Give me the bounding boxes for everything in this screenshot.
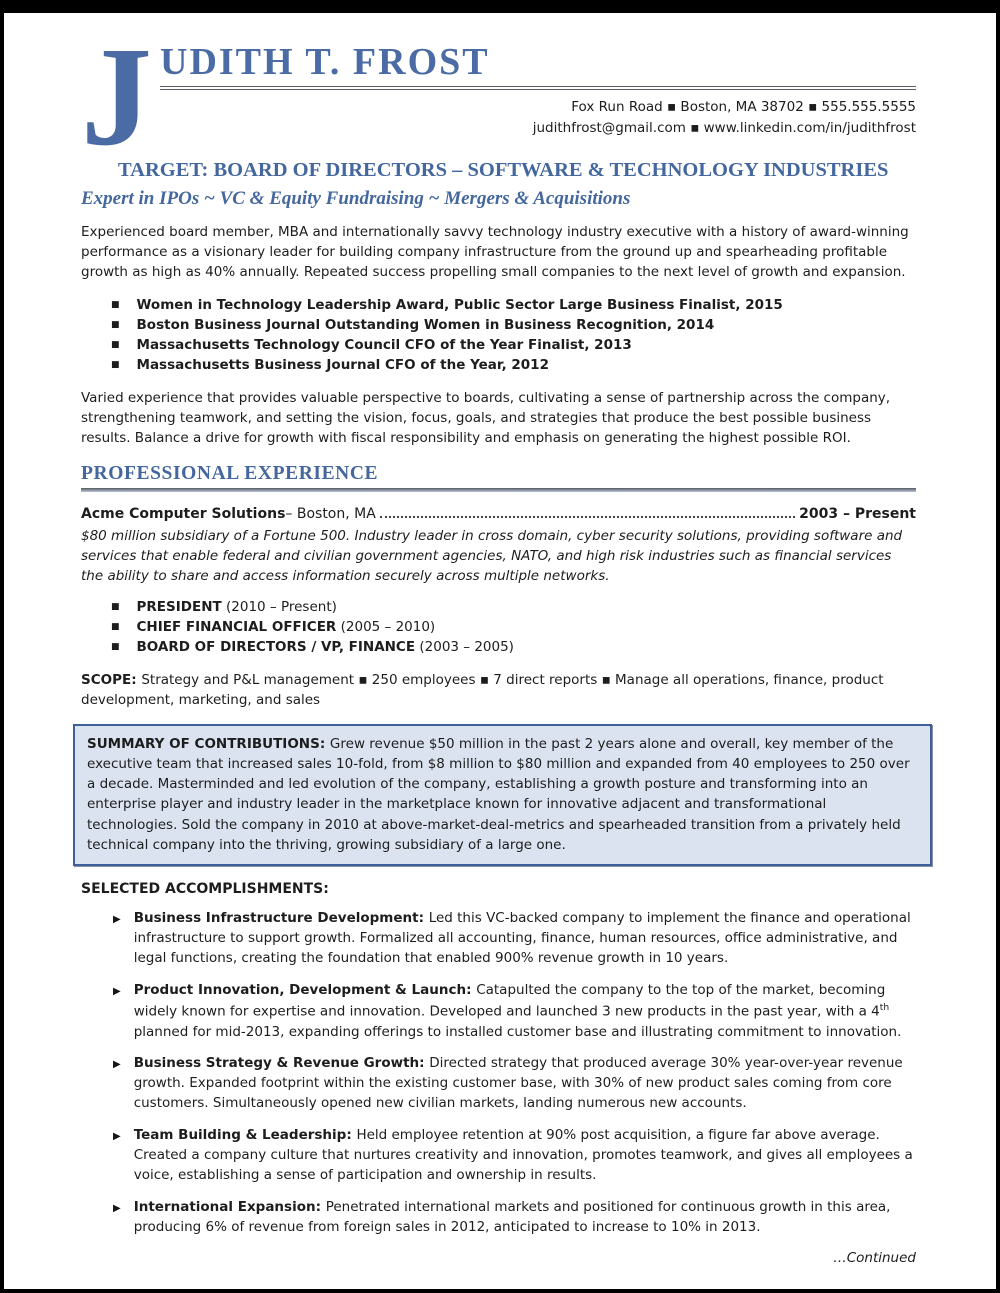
- square-bullet-icon: ■: [111, 300, 120, 311]
- company-name: Acme Computer Solutions: [81, 505, 286, 522]
- accomplishment-title: Product Innovation, Development & Launch:: [133, 982, 477, 999]
- name-dropcap: J: [81, 17, 152, 175]
- position-dates: (2010 – Present): [221, 598, 337, 615]
- company-description: $80 million subsidiary of a Fortune 500. Industry leader in cross domain, cyber security solutions, providing software and services that enable federal and civilian government agencies, NATO, and high risk industries such as financial services the ability to share and access information securely across multiple networks.: [81, 527, 903, 584]
- section-divider: [81, 488, 916, 492]
- scope-text: Strategy and P&L management ▪ 250 employees ▪ 7 direct reports ▪ Manage all operations, finance, product development, marketing, and sales: [81, 671, 884, 708]
- square-bullet-icon: ■: [111, 340, 120, 351]
- arrow-bullet-icon: ▶: [113, 1131, 121, 1143]
- accomplishment-text: [134, 909, 916, 969]
- accomplishment-title: Business Infrastructure Development:: [133, 910, 429, 927]
- page-top-border: [4, 0, 996, 13]
- accomplishment-text: [134, 981, 916, 1042]
- accomplishment-item: [113, 981, 916, 1042]
- accomplishment-body: Penetrated international markets and positioned for continuous growth in this area, producing 6% of revenue from foreign sales in 2012, anticipated to increase to 10% in 2013.: [133, 1199, 891, 1236]
- award-item: [111, 356, 916, 376]
- arrow-bullet-icon: ▶: [113, 1203, 121, 1215]
- award-text: Boston Business Journal Outstanding Women in Business Recognition, 2014: [136, 317, 715, 334]
- accomplishments-list: [113, 909, 916, 1238]
- accomplishment-body: planned for mid-2013, expanding offerings to installed customer base and illustrating commitment to innovation.: [133, 1023, 902, 1040]
- dotted-leader: [380, 516, 795, 518]
- accomplishment-title: Team Building & Leadership:: [133, 1127, 357, 1144]
- name-right-column: [160, 41, 916, 139]
- arrow-bullet-icon: ▶: [113, 1059, 121, 1071]
- accomplishment-item: [113, 1198, 916, 1238]
- page-content: [4, 13, 996, 1266]
- position-item: [111, 618, 916, 638]
- target-heading: TARGET: BOARD OF DIRECTORS – SOFTWARE & TECHNOLOGY INDUSTRIES: [118, 159, 889, 182]
- positions-list: [111, 598, 916, 658]
- expertise-line: Expert in IPOs ~ VC & Equity Fundraising ~ Mergers & Acquisitions: [81, 188, 631, 210]
- ordinal-superscript: th: [879, 1002, 890, 1014]
- company-row: [81, 506, 916, 522]
- position-dates: (2005 – 2010): [336, 618, 436, 635]
- award-item: [111, 296, 916, 316]
- position-dates: (2003 – 2005): [415, 638, 514, 655]
- accomplishment-title: International Expansion:: [133, 1199, 326, 1216]
- company-dates: 2003 – Present: [799, 505, 916, 522]
- page-title: UDITH T. FROST: [160, 41, 490, 83]
- position-title: BOARD OF DIRECTORS / VP, FINANCE: [136, 638, 416, 655]
- section-heading-selected-accomplishments: SELECTED ACCOMPLISHMENTS:: [81, 881, 329, 898]
- scope-line: [81, 671, 916, 711]
- square-bullet-icon: ■: [111, 621, 120, 632]
- summary-box-label: SUMMARY OF CONTRIBUTIONS:: [87, 735, 330, 752]
- award-item: [111, 316, 916, 336]
- position-item: [111, 598, 916, 618]
- arrow-bullet-icon: ▶: [113, 914, 121, 926]
- square-bullet-icon: ■: [111, 320, 120, 331]
- accomplishment-item: [113, 1054, 916, 1114]
- summary-of-contributions-box: [73, 724, 932, 867]
- position-item: [111, 638, 916, 658]
- accomplishment-text: [134, 1198, 916, 1238]
- square-bullet-icon: ■: [111, 360, 120, 371]
- square-bullet-icon: ■: [111, 641, 120, 652]
- position-title: CHIEF FINANCIAL OFFICER: [136, 618, 337, 635]
- section-heading-professional-experience: PROFESSIONAL EXPERIENCE: [81, 462, 379, 484]
- accomplishment-item: [113, 1126, 916, 1186]
- scope-label: SCOPE:: [81, 671, 142, 688]
- arrow-bullet-icon: ▶: [113, 986, 121, 998]
- accomplishment-body: Directed strategy that produced average 30% year-over-year revenue growth. Expanded footprint within the existing customer base, with 30% of new product sales coming from core customers. Simultaneously opened new civilian markets, landing numerous new accounts.: [133, 1055, 903, 1112]
- awards-list: [111, 296, 916, 376]
- profile-paragraph-2: Varied experience that provides valuable perspective to boards, cultivating a sense of partnership across the company, strengthening teamwork, and setting the vision, focus, goals, and strategies that produce the best possible business results. Balance a drive for growth with fiscal responsibility and emphasis on generating the highest possible ROI.: [81, 390, 891, 446]
- header-divider: [160, 86, 916, 90]
- accomplishment-body: Catapulted the company to the top of the market, becoming widely known for expertise and innovation. Developed and launched 3 new products in the past year, with a 4: [133, 982, 886, 1020]
- award-text: Massachusetts Business Journal CFO of the Year, 2012: [136, 357, 549, 374]
- accomplishment-body: Led this VC-backed company to implement the finance and operational infrastructure to support growth. Formalized all accounting, finance, human resources, office administrative, and legal functions, creating the foundation that enabled 900% revenue growth in 10 years.: [133, 910, 911, 967]
- contact-line-address: Fox Run Road ▪ Boston, MA 38702 ▪ 555.555.5555: [571, 99, 916, 115]
- square-bullet-icon: ■: [111, 601, 120, 612]
- position-title: PRESIDENT: [136, 598, 222, 615]
- accomplishment-item: [113, 909, 916, 969]
- award-text: Massachusetts Technology Council CFO of the Year Finalist, 2013: [136, 337, 632, 354]
- award-item: [111, 336, 916, 356]
- summary-box-text: Grew revenue $50 million in the past 2 years alone and overall, key member of the executive team that increased sales 10-fold, from $8 million to $80 million and expanded from 40 employees to 250 over a decade. Masterminded and led evolution of the company, establishing a growth posture and transforming into an enterprise player and industry leader in the marketplace known for innovative adjacent and transformational technologies. Sold the company in 2010 at above-market-deal-metrics and spearheaded transition from a privately held technical company into the thriving, growing subsidiary of a large one.: [87, 735, 910, 853]
- accomplishment-text: [134, 1054, 916, 1114]
- accomplishment-title: Business Strategy & Revenue Growth:: [133, 1055, 430, 1072]
- accomplishment-body: Held employee retention at 90% post acquisition, a figure far above average. Created a company culture that nurtures creativity and innovation, promotes teamwork, and gives all employees a voice, establishing a sense of participation and ownership in results.: [133, 1127, 913, 1184]
- award-text: Women in Technology Leadership Award, Public Sector Large Business Finalist, 2015: [136, 297, 783, 314]
- accomplishment-text: [134, 1126, 916, 1186]
- continued-marker: …Continued: [833, 1250, 916, 1267]
- contact-line-email-web: judithfrost@gmail.com ▪ www.linkedin.com/in/judithfrost: [532, 120, 916, 136]
- company-location: – Boston, MA: [285, 505, 376, 522]
- profile-paragraph-1: Experienced board member, MBA and internationally savvy technology industry executive with a history of award-winning performance as a visionary leader for building company infrastructure from the ground up and spearheading profitable growth as high as 40% annually. Repeated success propelling small companies to the next level of growth and expansion.: [81, 224, 909, 281]
